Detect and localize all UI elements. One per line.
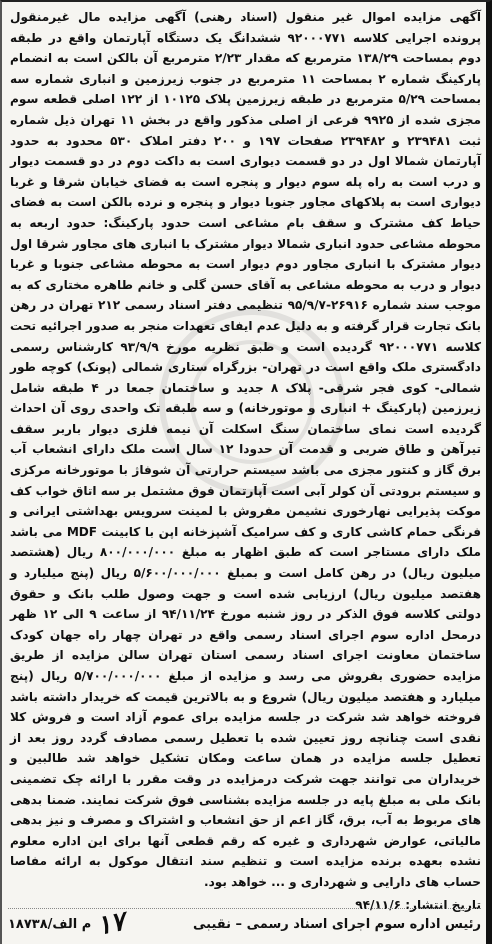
handwritten-mark: ۱۷ (94, 906, 129, 942)
official-signature: رئیس اداره سوم اجرای اسناد رسمی – نقیبی (193, 916, 481, 932)
reference-block (8, 906, 129, 942)
reference-number: ۱۸۷۳۸/م الف (8, 916, 92, 932)
publish-date: تاریخ انتشار: ۹۴/۱۱/۶ (355, 897, 481, 912)
notice-body-text: آگهی مزایده اموال غیر منقول (اسناد رهنی) آگهی مزایده مال غیرمنقول پرونده اجرایی کلاسه ۹۲۰۰۰۷۷۱ ششدانگ یک دستگاه آپارتمان واقع در طبقه دوم بمساحت ۱۳۸/۲۹ مترمربع که مقدار ۲/۲۳ مترمربع آن بالکن است به انضمام پارکینگ شماره ۲ بمساحت ۱۱ مترمربع در جنوب زیرزمین و انباری شماره سه بمساحت ۵/۲۹ مترمربع در طبقه زیرزمین پلاک ۱۰۱۲۵ از ۱۲۲ اصلی قطعه سوم مجزی شده از ۹۹۲۵ فرعی از اصلی مذکور واقع در بخش ۱۱ تهران ذیل شماره ثبت ۲۳۹۴۸۱ و ۲۳۹۴۸۲ صفحات ۱۹۷ و ۲۰۰ دفتر املاک ۵۳۰ محدود به حدود آپارتمان شمالا اول در دو قسمت دیواری است به داکت دوم در دو قسمت دیوار و درب است به راه پله سوم دیوار و پنجره است به فضای خیابان شرقا و غربا دیواری است به پلاکهای مجاور جنوبا دیوار و پنجره و نرده بالکن است به فضای حیاط کف مشترک و سقف بام مشاعی است حدود پارکینگ: حدود اربعه به محوطه مشاعی حدود انباری شمالا دیوار مشترک با انباری های مجاور شرقا اول دیوار مشترک با انباری مجاور دوم دیوار است به محوطه مشاعی جنوبا و غربا دیوار و درب به محوطه مشاعی به آقای حسن گلی و خانم طاهره مختاری که به موجب سند شماره ۲۶۹۱۶-۹۵/۹/۷ تنظیمی دفتر اسناد رسمی ۲۱۲ تهران در رهن بانک تجارت قرار گرفته و به دلیل عدم ایفای تعهدات منجر به صدور اجرائیه تحت کلاسه ۹۲۰۰۰۷۷۱ گردیده است و طبق نظریه مورخ ۹۳/۹/۹ کارشناس رسمی دادگستری ملک واقع است در تهران- بزرگراه ستاری شمالی (پونک) کوچه طور شمالی- کوی فجر شرقی- پلاک ۸ جدید و ساختمان جمعا در ۴ طبقه شامل زیرزمین (پارکینگ + انباری و موتورخانه) و سه طبقه تک واحدی روی آن احداث گردیده است نمای ساختمان سنگ اسکلت آن نیمه فلزی دیوار باربر سقف تیرآهن و طاق ضربی و قدمت آن حدودا ۱۲ سال است ملک دارای انشعاب آب برق گاز و کنتور مجزی می باشد سیستم حرارتی آن شوفاژ با موتورخانه مرکزی و سیستم برودتی آن کولر آبی است آپارتمان فوق مشتمل بر سه اتاق خواب کف موکت پذیرایی نهارخوری نشیمن مفروش با لمینت سرویس بهداشتی ایرانی و فرنگی حمام کاشی کاری و کف سرامیک آشپزخانه اپن با کابینت MDF می باشد ملک دارای مستاجر است که طبق اظهار به مبلغ ۸۰۰/۰۰۰/۰۰۰ ریال (هشتصد میلیون ریال) در رهن کامل است و بمبلغ ۵/۶۰۰/۰۰۰/۰۰۰ ریال (پنج میلیارد و هفتصد میلیون ریال) ارزیابی شده است و جهت وصول طلب بانک و حقوق دولتی کلاسه فوق الذکر در روز شنبه مورخ ۹۴/۱۱/۲۴ از ساعت ۹ الی ۱۲ ظهر درمحل اداره سوم اجرای اسناد رسمی واقع در تهران چهار راه جهان کودک ساختمان معاونت اجرای اسناد رسمی استان تهران سالن مزایده از طریق مزایده حضوری بفروش می رسد و مزایده از مبلغ ۵/۷۰۰/۰۰۰/۰۰۰ ریال (پنج میلیارد و هفتصد میلیون ریال) شروع و به بالاترین قیمت که خریدار داشته باشد فروخته خواهد شد شرکت در جلسه مزایده برای عموم آزاد است و فروش کلا نقدی است چنانچه روز تعیین شده با تعطیل رسمی مصادف گردد روز بعد از تعطیل جلسه مزایده در همان ساعت ومکان تشکیل خواهد شد طالبین و خریداران می توانند جهت شرکت درمزایده در وقت مقرر با ارائه چک تضمینی بانک ملی به مبلغ پایه در جلسه مزایده بشناسی فوق شرکت نمایند. ضمنا بدهی های مربوط به آب، برق، گاز اعم از حق انشعاب و اشتراک و مصرف و نیز بدهی مالیاتی، عوارض شهرداری و غیره که رقم قطعی آنها برای این اداره معلوم نشده بعهده برنده مزایده است و تنظیم سند انتقال موکول به ارائه مفاصا حساب های دارایی و شهرداری و ... خواهد بود. (10, 10, 481, 889)
clipping-edge-shadow (486, 2, 489, 944)
notice-footer (8, 906, 481, 942)
notice-body (2, 2, 489, 915)
